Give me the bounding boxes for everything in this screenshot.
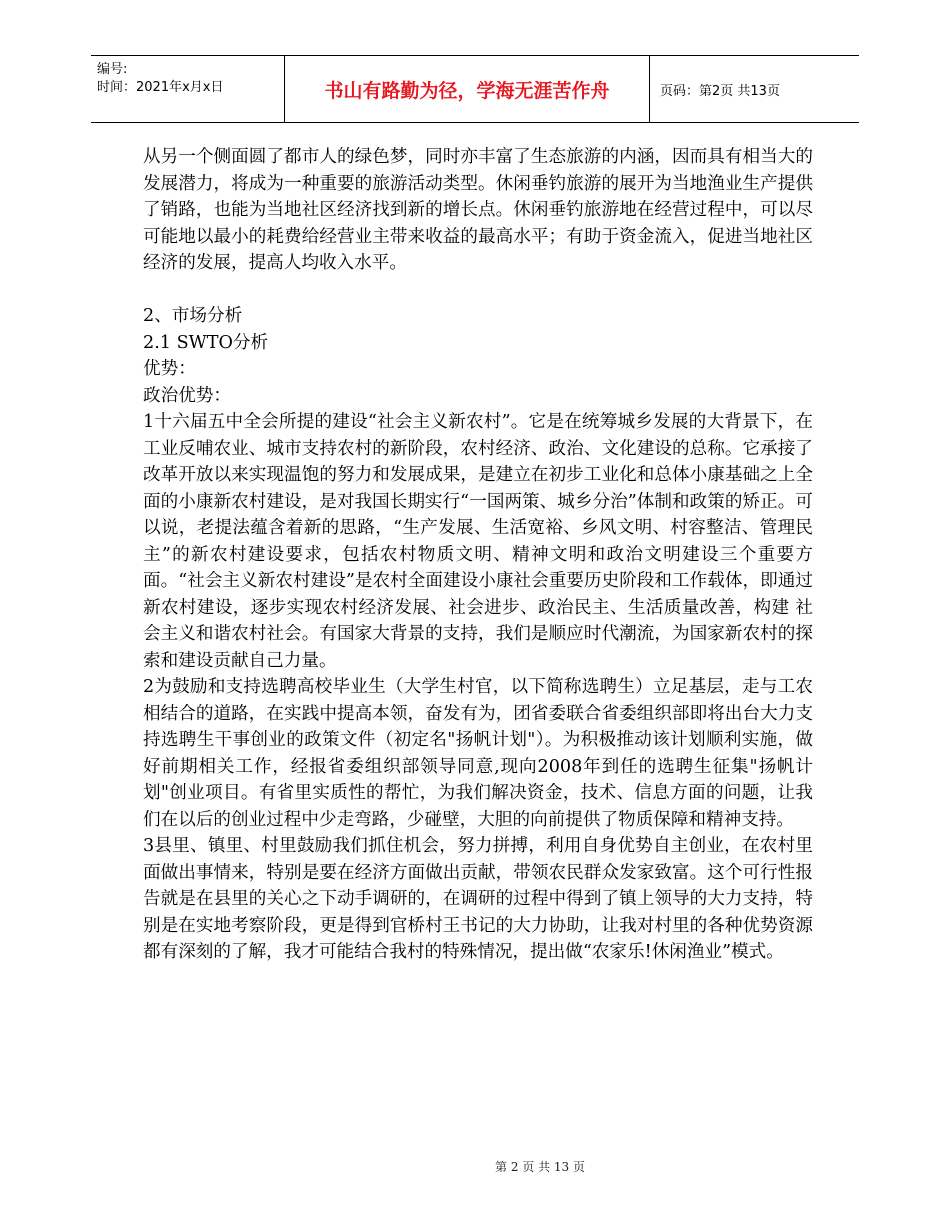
point-3-paragraph: 3县里、镇里、村里鼓励我们抓住机会，努力拼搏，利用自身优势自主创业，在农村里面做出事情来，特别是要在经济方面做出贡献，带领农民群众发家致富。这个可行性报告就是在县里的关心之下动手调研的，在调研的过程中得到了镇上领导的大力支持，特别是在实地考察阶段，更是得到官桥村王书记的大力协助，让我对村里的各种优势资源都有深刻的了解，我才可能结合我村的特殊情况，提出做“农家乐!休闲渔业”模式。 bbox=[143, 836, 813, 962]
header-meta bbox=[91, 56, 285, 122]
point-2-paragraph: 2为鼓励和支持选聘高校毕业生（大学生村官，以下简称选聘生）立足基层，走与工农相结合的道路，在实践中提高本领，奋发有为，团省委联合省委组织部即将出台大力支持选聘生干事创业的政策文件（初定名"扬帆计划"）。为积极推动该计划顺利实施，做好前期相关工作，经报省委组织部领导同意,现向2008年到任的选聘生征集"扬帆计划"创业项目。有省里实质性的帮忙，为我们解决资金，技术、信息方面的问题，让我们在以后的创业过程中少走弯路，少碰壁，大胆的向前提供了物质保障和精神支持。 bbox=[143, 677, 813, 830]
page-footer: 第 2 页 共 13 页 bbox=[495, 1160, 585, 1174]
time-label: 时间：2021年x月x日 bbox=[97, 80, 224, 95]
intro-paragraph: 从另一个侧面圆了都市人的绿色梦，同时亦丰富了生态旅游的内涵，因而具有相当大的发展潜力，将成为一种重要的旅游活动类型。休闲垂钓旅游的展开为当地渔业生产提供了销路，也能为当地社区经济找到新的增长点。休闲垂钓旅游地在经营过程中，可以尽可能地以最小的耗费给经营业主带来收益的最高水平；有助于资金流入，促进当地社区经济的发展，提高人均收入水平。 bbox=[143, 147, 813, 273]
header-page-info: 页码：第2页 共13页 bbox=[660, 83, 780, 99]
header-motto: 书山有路勤为径，学海无涯苦作舟 bbox=[285, 56, 650, 122]
document-body bbox=[143, 144, 813, 966]
paragraph-gap bbox=[143, 277, 813, 304]
section-title: 2、市场分析 bbox=[143, 306, 243, 326]
point-1-paragraph: 1十六届五中全会所提的建设“社会主义新农村”。它是在统筹城乡发展的大背景下，在工业反哺农业、城市支持农村的新阶段，农村经济、政治、文化建设的总称。它承接了改革开放以来实现温饱的努力和发展成果，是建立在初步工业化和总体小康基础之上全面的小康新农村建设，是对我国长期实行“一国两策、城乡分治”体制和政策的矫正。可以说，老提法蕴含着新的思路，“生产发展、生活宽裕、乡风文明、村容整洁、管理民主”的新农村建设要求，包括农村物质文明、精神文明和政治文明建设三个重要方面。“社会主义新农村建设”是农村全面建设小康社会重要历史阶段和工作载体，即通过新农村建设，逐步实现农村经济发展、社会进步、政治民主、生活质量改善，构建 社会主义和谐农村社会。有国家大背景的支持，我们是顺应时代潮流，为国家新农村的探索和建设贡献自己力量。 bbox=[143, 412, 813, 671]
advantage-label: 优势： bbox=[143, 359, 196, 379]
serial-label: 编号: bbox=[97, 62, 128, 77]
page-header bbox=[91, 55, 859, 123]
political-advantage-label: 政治优势： bbox=[143, 385, 231, 406]
subsection-title: 2.1 SWTO分析 bbox=[143, 332, 269, 353]
